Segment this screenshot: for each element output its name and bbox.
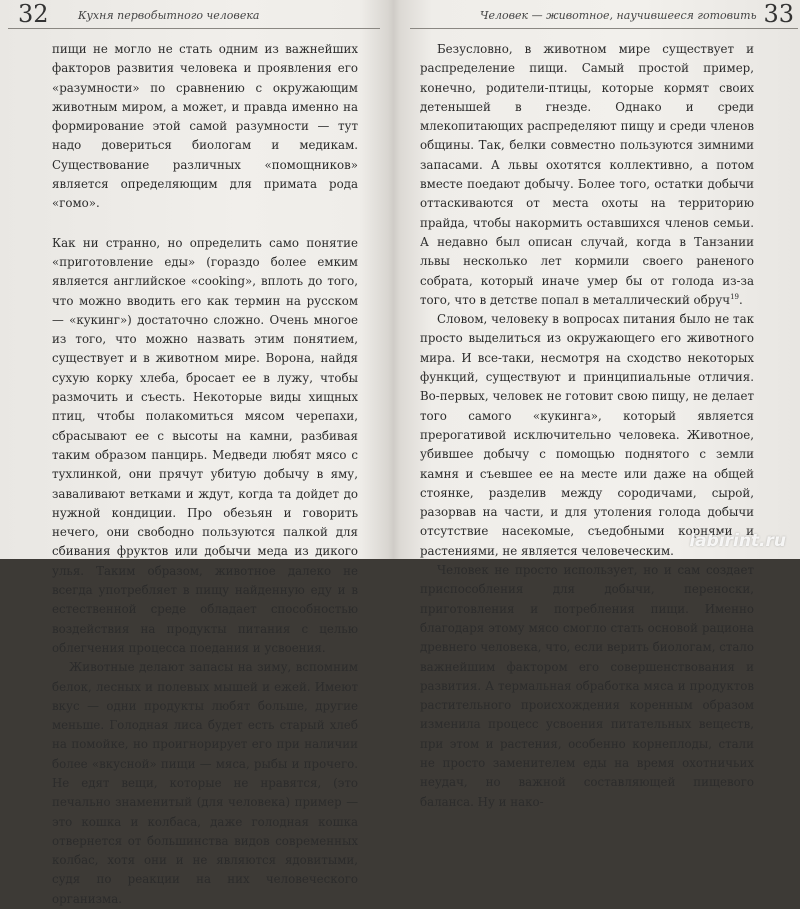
paragraph-text: Безусловно, в животном мире существует и распределение пищи. Самый простой пример, конечно, родители-птицы, которые кормят своих детенышей в гнезде. Однако и среди млекопитающих распределяют пищу и среди членов общины. Так, белки совместно пользуются зимними запасами. А львы охотятся коллективно, а потом вместе поедают добычу. Более того, остатки добычи оттаскиваются от места охоты на территорию прайда, чтобы накормить оставшихся членов семьи. А недавно был описан случай, когда в Танзании львы несколько лет кормили своего раненого собрата, который иначе умер бы от голода из-за того, что в детстве попал в металлический обруч <box>420 42 754 307</box>
right-page-header <box>410 0 798 29</box>
paragraph: Словом, человеку в вопросах питания было не так просто выделиться из окружающего его животного мира. И все-таки, несмотря на сходство некоторых функций, существуют и принципиальные отличия. Во-первых, человек не готовит свою пищу, не делает того самого «кукинга», который является прерогативой исключительно человека. Животное, убившее добычу с помощью поднятого с земли камня и съевшее ее на месте или даже на общей стоянке, разделив между сородичами, сырой, разорвав на части, и для утоления голода добычи отсутствие насекомые, съедобными корнями и растениями, не является человеческим. <box>420 312 754 558</box>
left-page <box>0 0 392 906</box>
paragraph <box>420 40 754 310</box>
paragraph: Животные делают запасы на зиму, вспомним белок, лесных и полевых мышей и ежей. Имеют вкус — одни продукты любят больше, другие меньше. Голодная лиса будет есть старый хлеб на помойке, но проигнорирует его при наличии более «вкусной» пищи — мяса, рыбы и прочего. Не едят вещи, которые не нравятся, (это печально знаменитый (для человека) пример — это кошка и колбаса, даже голодная кошка отвернется от большинства видов современных колбас, хотя они и не являются ядовитыми, судя по реакции на них человеческого организма. <box>52 660 358 906</box>
right-page-body <box>420 40 754 812</box>
left-page-header <box>8 0 380 29</box>
paragraph: Человек не просто использует, но и сам создает приспособления для добычи, переноски, приготовления и потребления пищи. Именно благодаря этому мясо смогло стать основой рациона древнего человека, что, если верить биологам, стало важнейшим фактором его совершенствования и развития. А термальная обработка мяса и продуктов растительного происхождения коренным образом изменила процесс усвоения питательных веществ, при этом и растения, особенно корнеплоды, стали не просто заменителем еды на время охотничьих неудач, но важной составляющей пищевого баланса. Ну и нако- <box>420 563 754 809</box>
footnote-marker[interactable]: 19 <box>730 292 739 301</box>
paragraph: пищи не могло не стать одним из важнейших факторов развития человека и проявления его «разумности» по сравнению с окружающим животным миром, а может, и правда именно на формирование этой самой разумности — тут надо довериться биологам и медикам. Существование различных «помощников» является определяющим для примата рода «гомо». <box>52 42 358 211</box>
left-page-body <box>52 40 358 909</box>
watermark-logo: labirint.ru <box>689 531 786 551</box>
paragraph: Как ни странно, но определить само понятие «приготовление еды» (гораздо более емким является английское «cooking», вплоть до того, что можно вводить его как термин на русском — «кукинг») достаточно сложно. Очень многое из того, что можно назвать этим понятием, существует и в животном мире. Ворона, найдя сухую корку хлеба, бросает ее в лужу, чтобы размочить и съесть. Некоторые виды хищных птиц, чтобы полакомиться мясом черепахи, сбрасывают ее с высоты на камни, разбивая таким образом панцирь. Медведи любят мясо с тухлинкой, они прячут убитую добычу в яму, заваливают ветками и ждут, когда та дойдет до нужной кондиции. Про обезьян и говорить нечего, они свободно пользуются палкой для сбивания фруктов или добычи меда из дикого улья. Таким образом, животное далеко не всегда употребляет в пищу найденную еду и в естественной среде обладает способностью воздействия на продукты питания с целью облегчения процесса поедания и усвоения. <box>52 235 358 655</box>
right-page-number: 33 <box>763 0 794 28</box>
paragraph-end: . <box>738 292 743 307</box>
left-page-number: 32 <box>18 0 49 28</box>
right-running-title: Человек — животное, научившееся готовить <box>480 9 757 22</box>
right-page <box>404 0 800 809</box>
left-running-title: Кухня первобытного человека <box>78 9 260 22</box>
